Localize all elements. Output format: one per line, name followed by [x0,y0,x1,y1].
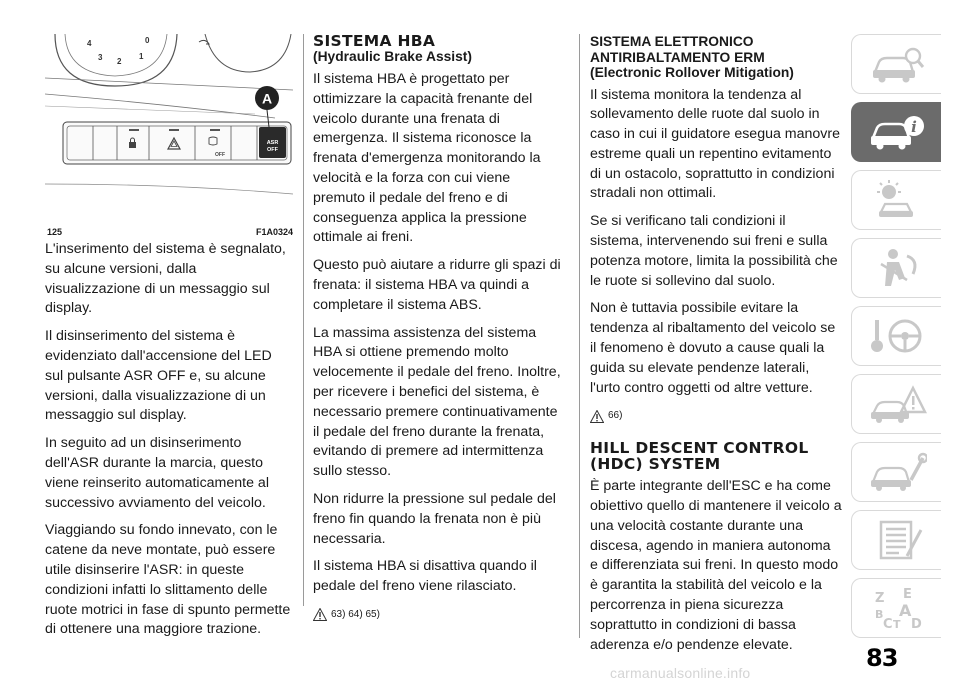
paragraph: È parte integrante dell'ESC e ha come obiettivo quello di mantenere il veicolo a una velocità costante durante una discesa, agendo in maniera autonoma e differenziata sui freni. In questo modo è garantita la stabilità del veicolo e la percorrenza in piena sicurezza soprattutto in condizioni di bassa aderenza e/o pendenze elevate. [590,478,842,653]
section-heading-erm [590,34,842,81]
paragraph: Questo può aiutare a ridurre gli spazi di frenata: il sistema HBA va quindi a completare il sistema ABS. [313,257,561,313]
tab-emergency[interactable] [851,374,941,434]
off-button-label: OFF [267,147,278,153]
chapter-tabs [851,34,941,646]
tab-car-info[interactable] [851,102,941,162]
warning-triangle-icon [590,410,604,423]
tab-warning-lights[interactable] [851,170,941,230]
heading-line: (HDC) SYSTEM [590,455,721,474]
figure-caption [45,226,295,240]
tab-safety[interactable] [851,238,941,298]
tab-maintenance[interactable] [851,442,941,502]
figure-code: F1A0324 [255,227,293,237]
technical-data-icon [867,518,927,562]
callout-letter: A [261,90,273,107]
dial-number: 3 [98,53,103,62]
dial-number: 2 [117,57,122,66]
car-search-icon [867,42,927,86]
paragraph: Non è tuttavia possibile evitare la tendenza al ribaltamento del veicolo se il fenomeno è dovuto a cause quali la guida su elevate pendenze laterali, l'urto contro oggetti od altre vetture. [590,300,836,396]
car-info-icon [867,110,927,154]
page-number: 83 [866,644,898,672]
paragraph: In seguito ad un disinserimento dell'ASR durante la marcia, questo viene reinserito automaticamente al successivo avviamento del veicolo. [45,435,269,511]
car-breakdown-icon [867,382,927,426]
index-letter: E [902,587,912,602]
paragraph: Il sistema monitora la tendenza al sollevamento delle ruote dal suolo in caso in cui il guidatore esegua manovre estreme quali un repentino evitamento di un ostacolo, soprattutto in condizioni stradali non ottimali. [590,86,841,202]
dashboard-buttons-figure [45,34,295,226]
paragraph: L'inserimento del sistema è segnalato, su alcune versioni, dalla visualizzazione di un messaggio sul display. [45,241,286,317]
tab-starting-driving[interactable] [851,306,941,366]
heading-line: SISTEMA ELETTRONICO [590,34,754,49]
index-letter: B [874,608,883,621]
paragraph: La massima assistenza del sistema HBA si ottiene premendo molto velocemente il pedale del freno. Inoltre, per ricevere i benefici del sistema, è necessario premere continuativamente il pedale del freno durante la frenata, evitando di premere ad intermittenza sullo stesso. [313,324,561,480]
column-1 [45,240,293,648]
column-3 [590,34,842,663]
warning-lights-icon [867,178,927,222]
index-letter: D [910,617,922,630]
watermark: carmanualsonline.info [610,665,751,681]
heading-line: ANTIRIBALTAMENTO ERM [590,49,765,65]
tab-index[interactable] [851,578,941,638]
dashboard-illustration [45,34,295,226]
warning-reference [590,406,842,426]
warning-refs: 66) [608,410,623,422]
paragraph: Il disinserimento del sistema è evidenziato dall'accensione del LED sul pulsante ASR OFF e, su alcune versioni, dalla visualizzazione di un messaggio sul display. [45,328,272,424]
tab-car-search[interactable] [851,34,941,94]
section-heading-hba: SISTEMA HBA [313,32,436,50]
dial-number: 4 [87,39,92,48]
paragraph: Non ridurre la pressione sul pedale del freno fin quando la frenata non è più necessaria. [313,490,556,547]
tab-technical-data[interactable] [851,510,941,570]
heading-line: (Electronic Rollover Mitigation) [590,65,794,80]
index-letter: A [898,601,911,620]
section-subheading-hba: (Hydraulic Brake Assist) [313,49,472,64]
column-divider [579,34,580,638]
alphabetical-index-icon [867,586,927,630]
paragraph: Il sistema HBA è progettato per ottimizzare la capacità frenante del veicolo durante una frenata di emergenza. Il sistema riconosce la frenata d'emergenza monitorando la velocità e la forza con cui viene premuto il pedale del freno e di conseguenza applica la pressione ottimale ai freni. [313,71,541,246]
index-letter: T [892,618,901,630]
warning-reference [313,605,563,625]
dial-number: 1 [139,52,144,61]
paragraph: Se si verificano tali condizioni il sistema, intervenendo sui freni e sulla potenza motore, limita la possibilità che le ruote si sollevino dal suolo. [590,213,838,289]
warning-refs: 63) 64) 65) [331,608,380,620]
airbag-person-icon [867,246,927,290]
section-heading-hdc [590,440,842,472]
column-divider [303,34,304,606]
esc-off-label: OFF [215,152,225,158]
figure-number: 125 [47,227,63,237]
asr-button-label: ASR [266,140,279,146]
paragraph: Il sistema HBA si disattiva quando il pedale del freno viene rilasciato. [313,558,537,595]
index-letter: Z [874,591,884,606]
heading-line: HILL DESCENT CONTROL [590,439,809,458]
column-2 [313,34,563,635]
warning-triangle-icon [313,608,327,621]
paragraph: Viaggiando su fondo innevato, con le catene da neve montate, può essere utile disinserire l'ASR: in queste condizioni infatti lo slittamento delle ruote motrici in fase di spunto permette di ottenere una maggiore trazione. [45,522,291,638]
svg-text:i: i [910,118,917,136]
dial-number: 0 [145,36,150,45]
car-maintenance-icon [867,450,927,494]
key-steering-wheel-icon [867,314,927,358]
index-letter: C [882,617,893,630]
